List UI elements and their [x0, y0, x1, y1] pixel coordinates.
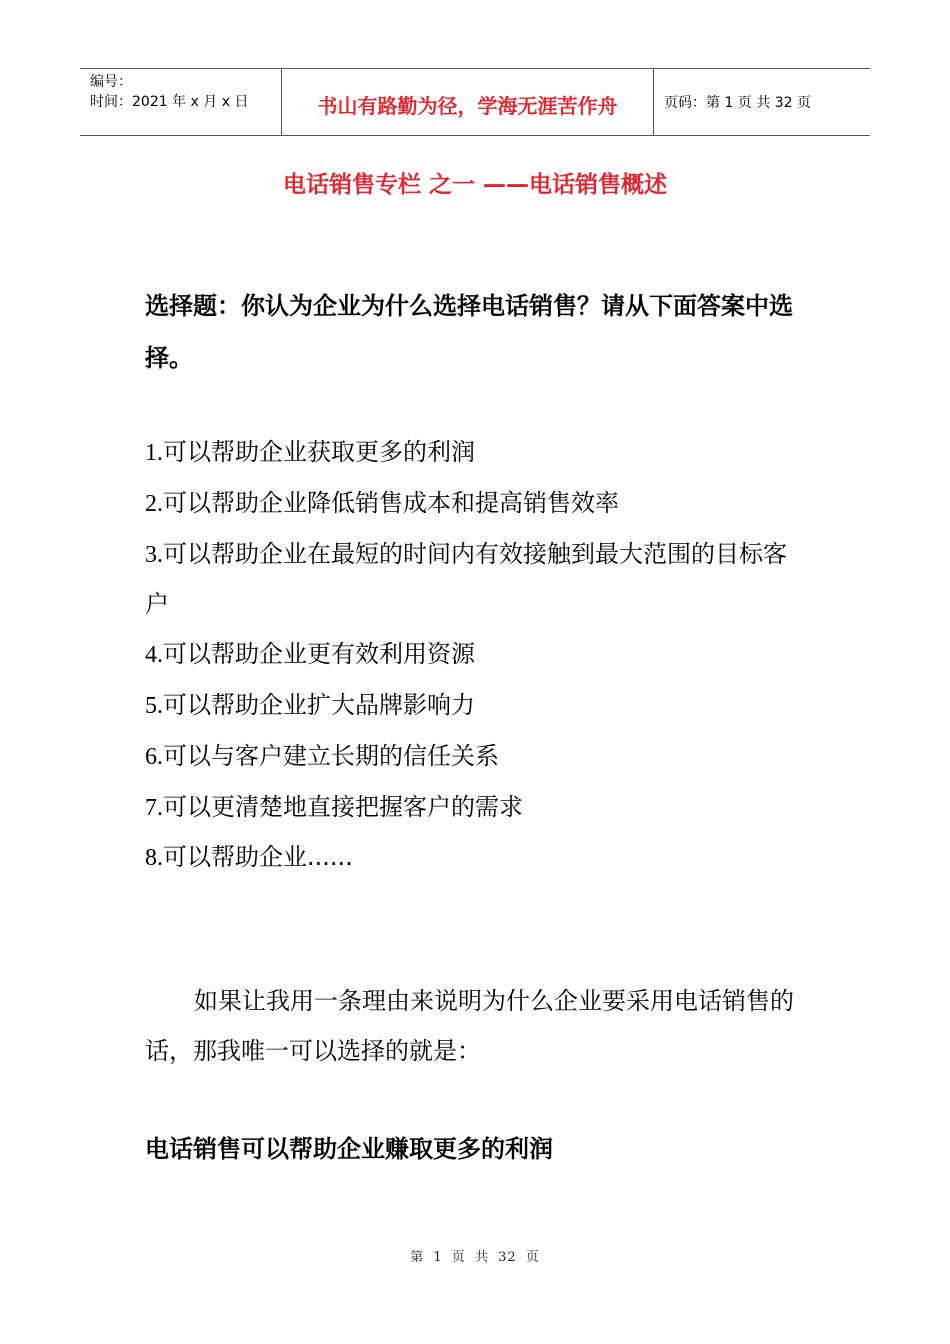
list-item: 8.可以帮助企业......	[145, 843, 353, 872]
document-title: 电话销售专栏 之一 ——电话销售概述	[282, 172, 667, 198]
page-footer	[0, 1246, 950, 1265]
option-list	[145, 428, 795, 884]
footer-page-label: 第	[410, 1250, 425, 1265]
header-page-info: 页码：第 1 页 共 32 页	[664, 95, 811, 111]
footer-page-label: 页	[525, 1250, 540, 1265]
footer-page-label: 页	[451, 1250, 466, 1265]
header-motto: 书山有路勤为径，学海无涯苦作舟	[317, 93, 618, 118]
body-paragraph: 如果让我用一条理由来说明为什么企业要采用电话销售的话，那我唯一可以选择的就是：	[145, 987, 794, 1065]
footer-page-number: 1	[433, 1250, 443, 1265]
header-page-cell	[654, 69, 870, 135]
header-code-label: 编号：	[90, 74, 132, 90]
footer-total-label: 共	[474, 1250, 489, 1265]
header-meta-cell	[80, 69, 282, 135]
header-motto-cell	[282, 69, 654, 135]
page-header-table	[80, 68, 870, 136]
list-item: 7.可以更清楚地直接把握客户的需求	[145, 792, 523, 821]
list-item: 3.可以帮助企业在最短的时间内有效接触到最大范围的目标客户	[145, 539, 787, 619]
question-heading: 选择题：你认为企业为什么选择电话销售？请从下面答案中选择。	[145, 292, 793, 372]
list-item: 5.可以帮助企业扩大品牌影响力	[145, 690, 475, 719]
conclusion-heading: 电话销售可以帮助企业赚取更多的利润	[145, 1135, 553, 1163]
list-item: 1.可以帮助企业获取更多的利润	[145, 438, 475, 466]
list-item: 4.可以帮助企业更有效利用资源	[145, 640, 475, 669]
footer-total-pages: 32	[498, 1250, 517, 1265]
list-item: 6.可以与客户建立长期的信任关系	[145, 741, 499, 770]
header-time-label: 时间：2021 年 x 月 x 日	[90, 94, 249, 110]
list-item: 2.可以帮助企业降低销售成本和提高销售效率	[145, 488, 619, 517]
